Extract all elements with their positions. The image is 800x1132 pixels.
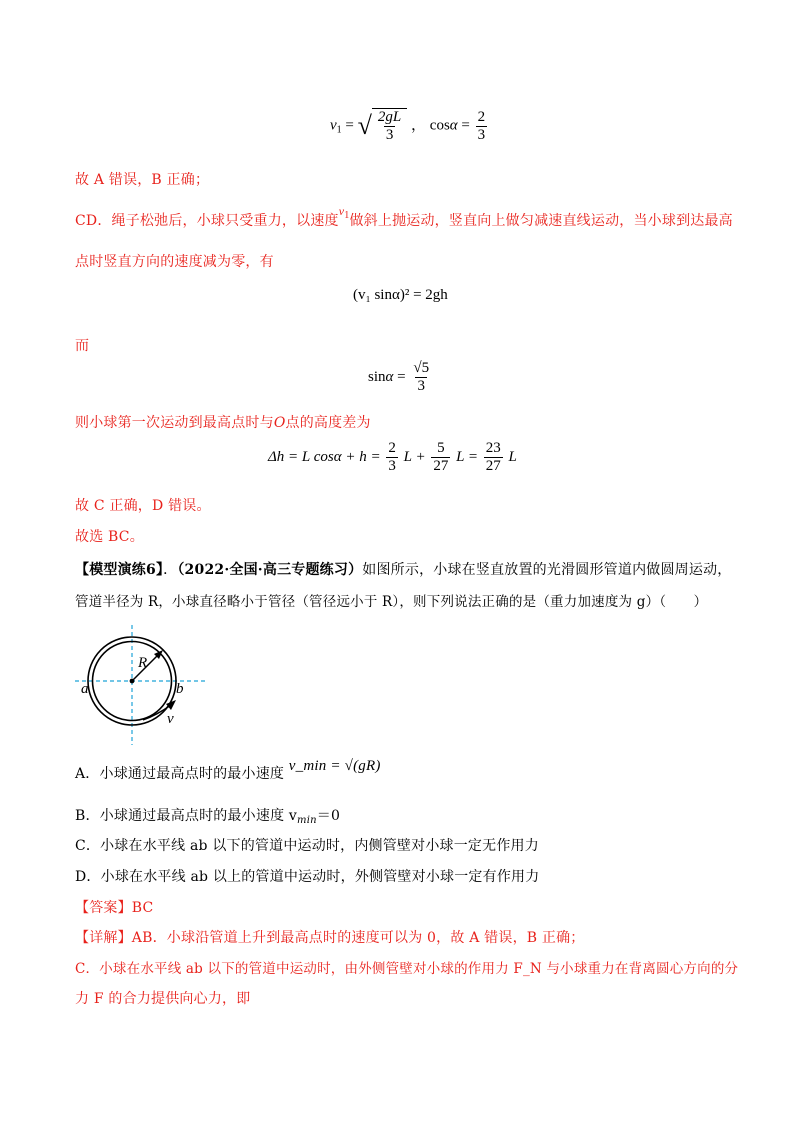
- para-3: 点时竖直方向的速度减为零，有: [75, 254, 274, 270]
- label-v: v: [167, 711, 174, 727]
- para-6: 故 C 正确，D 错误。: [75, 498, 211, 514]
- detail-line-1: 【详解】AB．小球沿管道上升到最高点时的速度可以为 0，故 A 错误，B 正确；: [75, 930, 585, 946]
- equation-3: sinα = $\frac{√5}{3}$: [368, 360, 430, 394]
- option-d: D．小球在水平线 ab 以上的管道中运动时，外侧管壁对小球一定有作用力: [75, 869, 540, 885]
- label-b: b: [176, 681, 184, 697]
- para-1: 故 A 错误，B 正确；: [75, 172, 210, 188]
- label-a: a: [81, 681, 89, 697]
- question-line-2: 管道半径为 R，小球直径略小于管径（管径远小于 R），则下列说法正确的是（重力加速度为 g）（ ）: [75, 594, 708, 610]
- detail-line-3: 力 F 的合力提供向心力，即: [75, 991, 251, 1007]
- equation-4: Δh = L cosα + h = $\frac{2}{3}$ L + $\frac{5}{27}$ L = $\frac{23}{27}$ L: [268, 440, 517, 474]
- para-2: CD．绳子松弛后，小球只受重力，以速度$v_1$做斜上抛运动，竖直向上做匀减速直线运动，当小球到达最高: [75, 204, 733, 229]
- option-a: A．小球通过最高点时的最小速度 v_min = √(gR): [75, 758, 381, 782]
- detail-line-2: C．小球在水平线 ab 以下的管道中运动时，由外侧管壁对小球的作用力 F_N 与小球重力在背离圆心方向的分: [75, 961, 739, 977]
- para-5: 则小球第一次运动到最高点时与O点的高度差为: [75, 415, 371, 431]
- option-b: B．小球通过最高点时的最小速度 $v_{min}=0$: [75, 808, 341, 826]
- answer: 【答案】BC: [75, 900, 154, 916]
- option-c: C．小球在水平线 ab 以下的管道中运动时，内侧管壁对小球一定无作用力: [75, 838, 539, 854]
- para-7: 故选 BC。: [75, 529, 144, 545]
- circular-tube-figure: [75, 625, 205, 745]
- question-line-1: 【模型演练6】．（2022·全国·高三专题练习）如图所示，小球在竖直放置的光滑圆形管道内做圆周运动，: [75, 562, 732, 578]
- para-4: 而: [75, 338, 90, 354]
- equation-v1: $v_1$ = √ $\frac{2gL}{3}$ ， cosα = $\frac{2}{3}$: [330, 108, 486, 143]
- label-R: R: [138, 655, 148, 671]
- equation-2: (v₁ sinα)² = 2gh: [353, 287, 448, 303]
